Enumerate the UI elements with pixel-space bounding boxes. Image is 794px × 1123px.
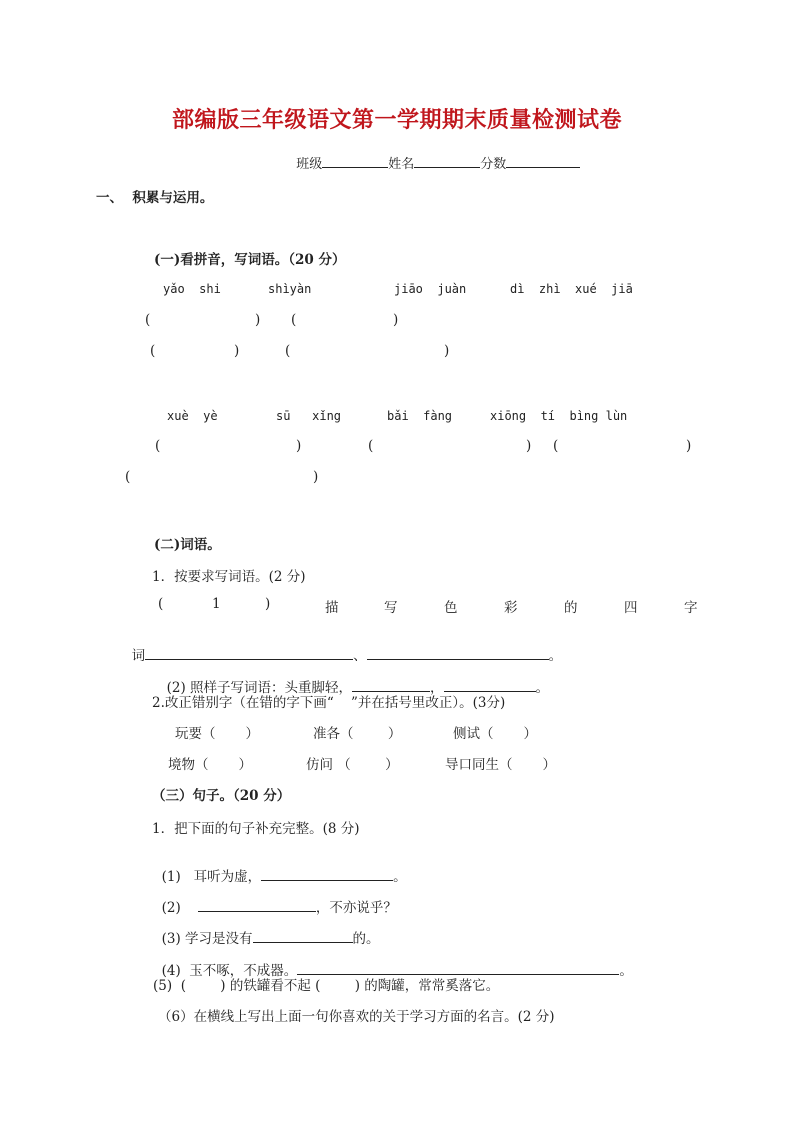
q1-sub1-char: 的	[564, 600, 578, 616]
sentence-6: （6）在横线上写出上面一句你喜欢的关于学习方面的名言。(2 分)	[158, 1009, 555, 1025]
paren-close: )	[526, 438, 532, 454]
q1-sub1-tail: 词	[131, 648, 146, 664]
q1-sub1-char: 四	[624, 600, 638, 616]
line-end: 。	[548, 648, 563, 664]
paren-open: (	[145, 312, 151, 328]
paren-open: (	[291, 312, 297, 328]
q2-text: 2.改正错别字（在错的字下画“ ”并在括号里改正）。(3分)	[152, 695, 506, 711]
q1-sub1-char: 1	[212, 596, 221, 612]
sentence-end: ，不亦说乎？	[315, 900, 397, 916]
correction-item: 准各（ ）	[313, 726, 402, 742]
sentence-prefix: (4) 玉不啄，不成器。	[161, 963, 298, 979]
pinyin-2: shìyàn	[268, 282, 312, 296]
pinyin-4: dì zhì xué jiā	[510, 282, 633, 296]
separator: 、	[353, 648, 367, 664]
paren-open: (	[150, 343, 156, 359]
pinyin-8: xiōng tí bìng lùn	[490, 409, 628, 423]
answer-blank[interactable]	[145, 647, 353, 660]
correction-item: 侧试（ ）	[453, 726, 538, 742]
sentence-prefix: (2)	[161, 900, 198, 916]
sentence-prefix: (3) 学习是没有	[161, 931, 253, 947]
part1-heading: (一)看拼音，写词语。（20 分）	[154, 252, 346, 268]
paren-open: (	[368, 438, 374, 454]
pinyin-1: yǎo shi	[163, 282, 221, 296]
header-fields	[288, 138, 580, 172]
sentence-3	[153, 911, 380, 947]
paren-close: )	[255, 312, 261, 328]
sentence-end: 的。	[352, 931, 380, 947]
answer-blank[interactable]	[367, 647, 549, 660]
paren-close: )	[393, 312, 399, 328]
correction-item: 玩要（ ）	[175, 726, 260, 742]
correction-item: 境物（ ）	[168, 757, 253, 773]
class-label: 班级	[296, 157, 323, 172]
answer-blank[interactable]	[253, 930, 353, 943]
q1-sub1-char: 写	[384, 600, 398, 616]
q1-sub1-char: 描	[325, 600, 339, 616]
sentence-end: 。	[619, 963, 633, 979]
paren-close: )	[444, 343, 450, 359]
paren-open: (	[125, 469, 131, 485]
correction-item: 导口同生（ ）	[445, 757, 557, 773]
paren-open: (	[553, 438, 559, 454]
score-blank[interactable]	[506, 155, 580, 168]
section-heading: 一、 积累与运用。	[96, 190, 214, 206]
q1-text: 1．按要求写词语。(2 分)	[152, 569, 306, 585]
name-blank[interactable]	[414, 155, 480, 168]
q1-sub1-char: 彩	[504, 600, 518, 616]
q1-sub2-prefix: (2) 照样子写词语：头重脚轻，	[166, 680, 353, 696]
sentence-5: (5) ( ) 的铁罐看不起 ( ) 的陶罐，常常奚落它。	[153, 978, 500, 994]
class-blank[interactable]	[322, 155, 388, 168]
correction-item: 仿问 （ ）	[306, 757, 399, 773]
q1-sub1-char: 色	[444, 600, 458, 616]
q1-sub1-char: )	[265, 596, 271, 612]
separator: ，	[430, 680, 444, 696]
pinyin-5: xuè yè	[167, 409, 218, 423]
sentence-prefix: (1) 耳听为虚，	[161, 869, 262, 885]
q1-sub1-answer-line	[123, 628, 562, 664]
sentence-end: 。	[393, 869, 407, 885]
part2-heading: (二)词语。	[154, 537, 221, 553]
paren-close: )	[234, 343, 240, 359]
score-label: 分数	[480, 157, 507, 172]
page-title: 部编版三年级语文第一学期期末质量检测试卷	[171, 108, 622, 133]
paren-open: (	[285, 343, 291, 359]
q1-sub1-char: (	[158, 596, 164, 612]
pinyin-3: jiāo juàn	[394, 282, 467, 296]
q1-sub1-char: 字	[684, 600, 698, 616]
pinyin-7: bǎi fàng	[387, 409, 453, 423]
part3-q1-text: 1．把下面的句子补充完整。(8 分)	[152, 821, 360, 837]
paren-close: )	[686, 438, 692, 454]
pinyin-6: sū xǐng	[276, 409, 342, 423]
name-label: 姓名	[388, 157, 415, 172]
paren-open: (	[155, 438, 161, 454]
paren-close: )	[313, 469, 319, 485]
paren-close: )	[296, 438, 302, 454]
part3-heading: （三）句子。（20 分）	[152, 788, 291, 804]
line-end: 。	[535, 680, 550, 696]
